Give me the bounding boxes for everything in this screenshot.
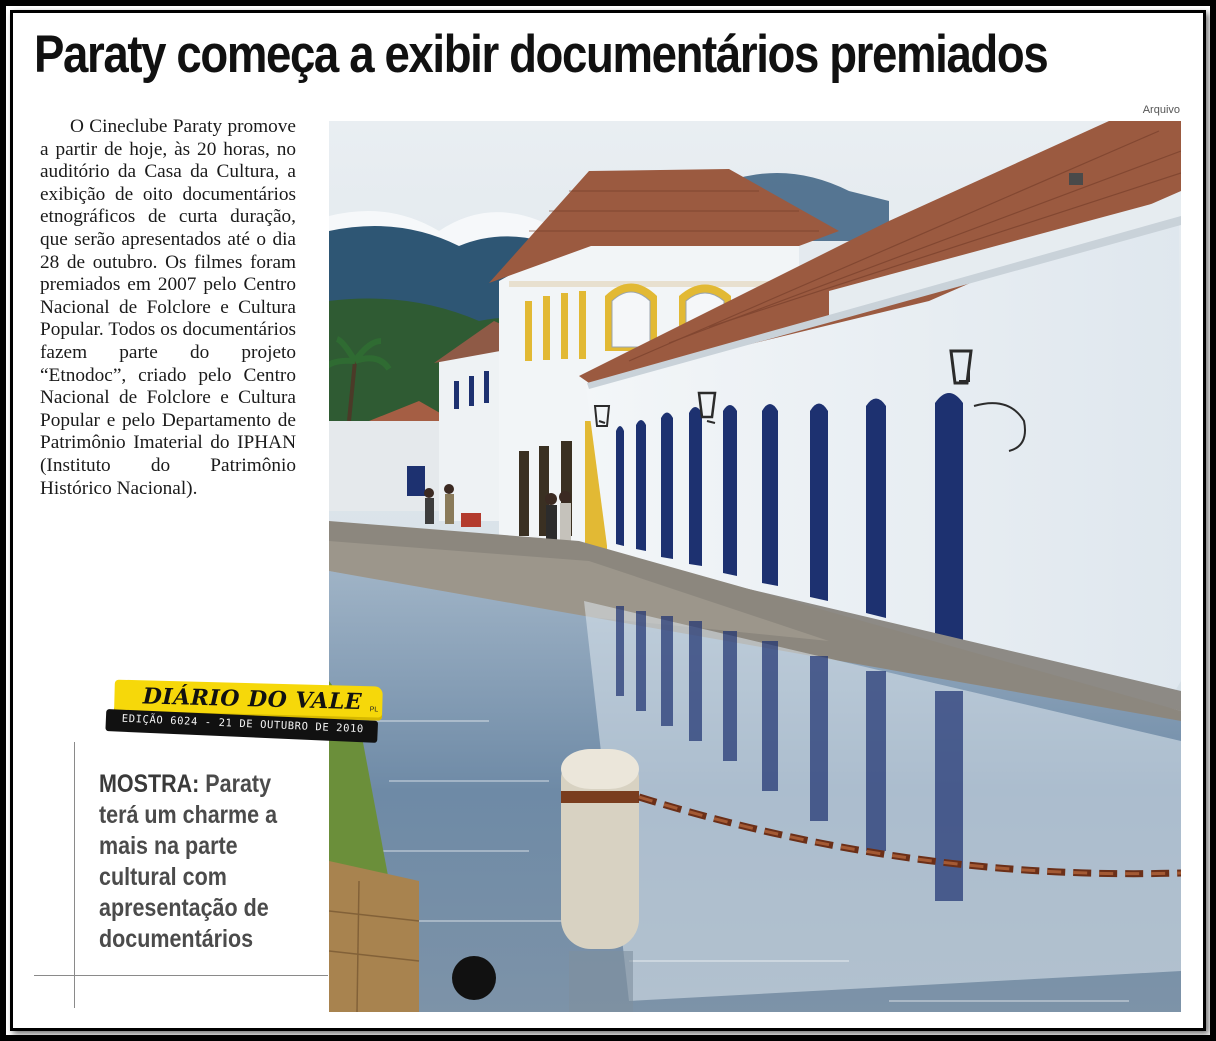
photo-credit: Arquivo <box>1142 104 1180 116</box>
newspaper-name: DIÁRIO DO VALE <box>142 683 363 716</box>
edition-date: EDIÇÃO 6024 - 21 DE OUTUBRO DE 2010 <box>121 712 365 736</box>
photo-caption <box>99 769 283 955</box>
badge-corner-mark: PL <box>369 706 379 714</box>
article-body <box>40 116 296 500</box>
caption-lead: MOSTRA: <box>99 770 200 798</box>
paraty-street-illustration <box>329 121 1181 1012</box>
article-paragraph: O Cineclube Paraty promove a partir de hoje, às 20 horas, no auditório da Casa da Cultura, a exibição de oito documentários etnográficos de curta duração, que serão apresentados até o dia 28 de outubro. Os filmes foram premiados em 2007 pelo Centro Nacional de Folclore e Cultura Popular. Todos os documentários fazem parte do projeto “Etnodoc”, criado pelo Centro Nacional de Folclore e Cultura Popular e pelo Departamento de Patrimônio Imaterial do IPHAN (Instituto do Patrimônio Histórico Nacional). <box>40 116 296 499</box>
vertical-rule <box>74 742 75 1008</box>
diario-do-vale-badge <box>105 679 383 752</box>
caption-text: Paraty terá um charme a mais na parte cultural com apresentação de documentários <box>99 770 278 953</box>
horizontal-rule <box>34 975 328 976</box>
street-photo <box>329 121 1181 1012</box>
headline: Paraty começa a exibir documentários premiados <box>34 25 1048 84</box>
